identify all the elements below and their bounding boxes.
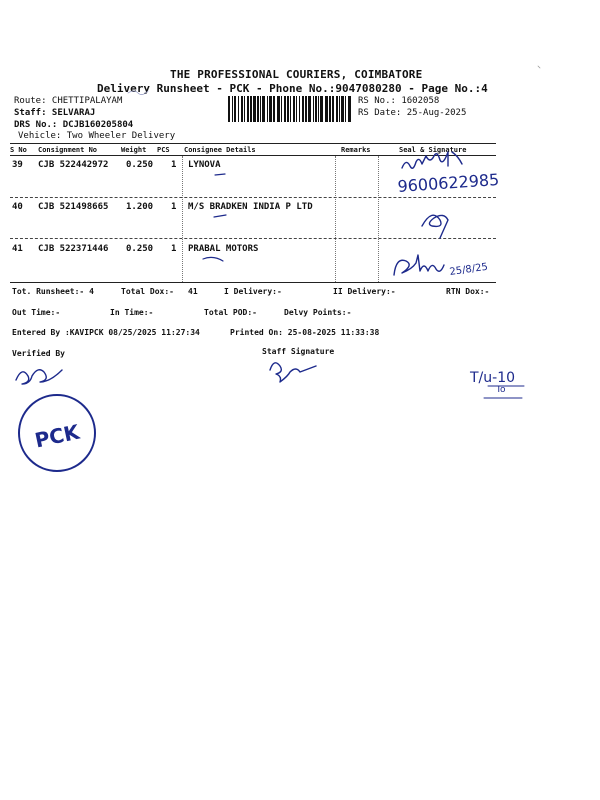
row-signature <box>402 152 462 168</box>
rs-number: RS No.: 1602058 <box>358 96 440 106</box>
total-dox-value: 41 <box>188 287 198 296</box>
out-time: Out Time:- <box>12 308 61 317</box>
row-consignee: M/S BRADKEN INDIA P LTD <box>188 202 313 212</box>
handnote: T/u-10 <box>470 370 516 386</box>
tick-mark <box>203 257 223 261</box>
row-pcs: 1 <box>171 202 177 212</box>
row-signature <box>422 215 448 238</box>
delvy-points: Delvy Points:- <box>284 308 352 317</box>
total-pod: Total POD:- <box>204 308 257 317</box>
runsheet-title: Delivery Runsheet - PCK - Phone No.:9047080280 - Page No.:4 <box>97 82 488 95</box>
row-consignment: CJB 522371446 <box>38 244 109 254</box>
staff-signature-label: Staff Signature <box>262 347 335 356</box>
header-pcs: PCS <box>157 146 170 154</box>
row-pcs: 1 <box>171 244 177 254</box>
row-sno: 40 <box>12 202 23 212</box>
entered-by: Entered By :KAVIPCK 08/25/2025 11:27:34 <box>12 328 200 337</box>
drs-number: DRS No.: DCJB160205804 <box>14 120 134 130</box>
in-time: In Time:- <box>110 308 154 317</box>
verified-by-label: Verified By <box>12 349 65 358</box>
header-consignee: Consignee Details <box>184 146 256 154</box>
row-sno: 41 <box>12 244 23 254</box>
rtn-dox: RTN Dox:- <box>446 287 490 296</box>
row-consignment: CJB 522442972 <box>38 160 109 170</box>
total-dox-label: Total Dox:- <box>121 287 174 296</box>
handnote-sub: To <box>496 385 506 395</box>
row-handwritten-date: 25/8/25 <box>448 261 489 278</box>
company-title: THE PROFESSIONAL COURIERS, COIMBATORE <box>170 68 423 81</box>
header-sno: S No <box>10 146 27 154</box>
header-remarks: Remarks <box>341 146 371 154</box>
row-weight: 0.250 <box>126 244 154 254</box>
i-delivery: I Delivery:- <box>224 287 282 296</box>
tick-mark <box>215 174 225 175</box>
rs-date: RS Date: 25-Aug-2025 <box>358 108 467 118</box>
staff-label: Staff: SELVARAJ <box>14 108 96 118</box>
vehicle-label: Vehicle: Two Wheeler Delivery <box>18 131 176 141</box>
stray-mark <box>538 66 540 68</box>
header-seal-signature: Seal & Signature <box>399 146 467 154</box>
row-consignee: PRABAL MOTORS <box>188 244 259 254</box>
row-signature <box>394 255 444 275</box>
row-weight: 1.200 <box>126 202 154 212</box>
header-weight: Weight <box>121 146 147 154</box>
row-consignee: LYNOVA <box>188 160 221 170</box>
tot-runsheet: Tot. Runsheet:- 4 <box>12 287 94 296</box>
ii-delivery: II Delivery:- <box>333 287 396 296</box>
row-consignment: CJB 521498665 <box>38 202 109 212</box>
row-handwritten-phone: 9600622985 <box>396 169 500 196</box>
verifier-signature <box>16 370 62 384</box>
faint-scribble <box>128 91 148 95</box>
row-pcs: 1 <box>171 160 177 170</box>
route-label: Route: CHETTIPALAYAM <box>14 96 123 106</box>
tick-mark <box>214 215 226 217</box>
pck-stamp-text: PCK <box>32 419 82 453</box>
header-consignment: Consignment No <box>38 146 98 154</box>
row-weight: 0.250 <box>126 160 154 170</box>
row-sno: 39 <box>12 160 23 170</box>
printed-on: Printed On: 25-08-2025 11:33:38 <box>230 328 380 337</box>
staff-signature <box>270 363 316 382</box>
